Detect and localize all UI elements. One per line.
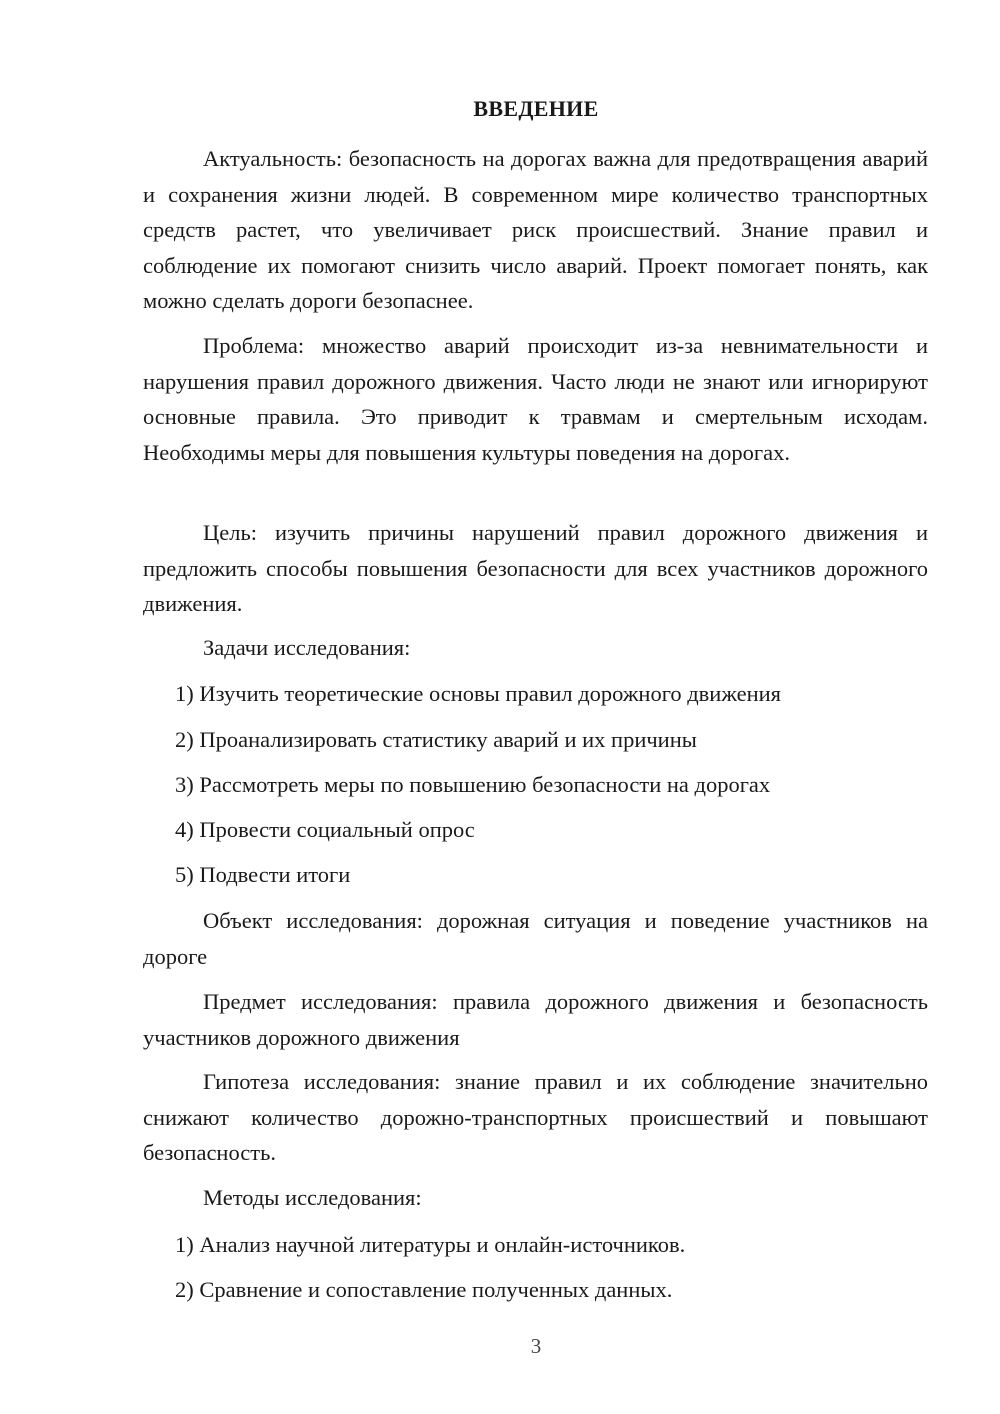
method-item-1-block — [143, 1227, 928, 1263]
task-item-4-block — [143, 812, 928, 848]
paragraph-problem: Проблема: множество аварий происходит из-за невнимательности и нарушения правил дорожного движения. Часто люди не знают или игнорируют основные правила. Это приводит к травмам и смертельным исходам. Необходимы меры для повышения культуры поведения на дорогах. — [143, 333, 928, 465]
methods-label-block — [143, 1180, 928, 1216]
methods-label: Методы исследования: — [203, 1185, 422, 1210]
method-item: 2) Сравнение и сопоставление полученных данных. — [175, 1277, 673, 1302]
paragraph-hypothesis: Гипотеза исследования: знание правил и их соблюдение значительно снижают количество дорожно-транспортных происшествий и повышают безопасность. — [143, 1069, 928, 1165]
paragraph-subject: Предмет исследования: правила дорожного движения и безопасность участников дорожного движения — [143, 989, 928, 1050]
task-item-5-block — [143, 857, 928, 893]
page-title: ВВЕДЕНИЕ — [473, 96, 599, 121]
task-item-1-block — [143, 676, 928, 712]
page-number: 3 — [530, 1334, 542, 1358]
paragraph-hypothesis-block — [143, 1064, 928, 1171]
paragraph-object: Объект исследования: дорожная ситуация и поведение участников на дороге — [143, 908, 928, 969]
paragraph-subject-block — [143, 984, 928, 1055]
tasks-label: Задачи исследования: — [203, 635, 411, 660]
paragraph-problem-block — [143, 328, 928, 470]
paragraph-goal-block — [143, 515, 928, 622]
task-item: 4) Провести социальный опрос — [175, 817, 475, 842]
paragraph-object-block — [143, 903, 928, 974]
method-item: 1) Анализ научной литературы и онлайн-источников. — [175, 1232, 686, 1257]
paragraph-goal: Цель: изучить причины нарушений правил дорожного движения и предложить способы повышения безопасности для всех участников дорожного движения. — [143, 520, 928, 616]
task-item: 3) Рассмотреть меры по повышению безопасности на дорогах — [175, 772, 771, 797]
method-item-2-block — [143, 1272, 928, 1308]
paragraph-relevance: Актуальность: безопасность на дорогах важна для предотвращения аварий и сохранения жизни людей. В современном мире количество транспортных средств растет, что увеличивает риск происшествий. Знание правил и соблюдение их помогают снизить число аварий. Проект помогает понять, как можно сделать дороги безопаснее. — [143, 146, 928, 313]
task-item: 1) Изучить теоретические основы правил дорожного движения — [175, 681, 782, 706]
paragraph-relevance-block — [143, 141, 928, 319]
task-item-2-block — [143, 722, 928, 758]
tasks-label-block — [143, 630, 928, 666]
task-item: 5) Подвести итоги — [175, 862, 351, 887]
task-item-3-block — [143, 767, 928, 803]
task-item: 2) Проанализировать статистику аварий и их причины — [175, 727, 697, 752]
